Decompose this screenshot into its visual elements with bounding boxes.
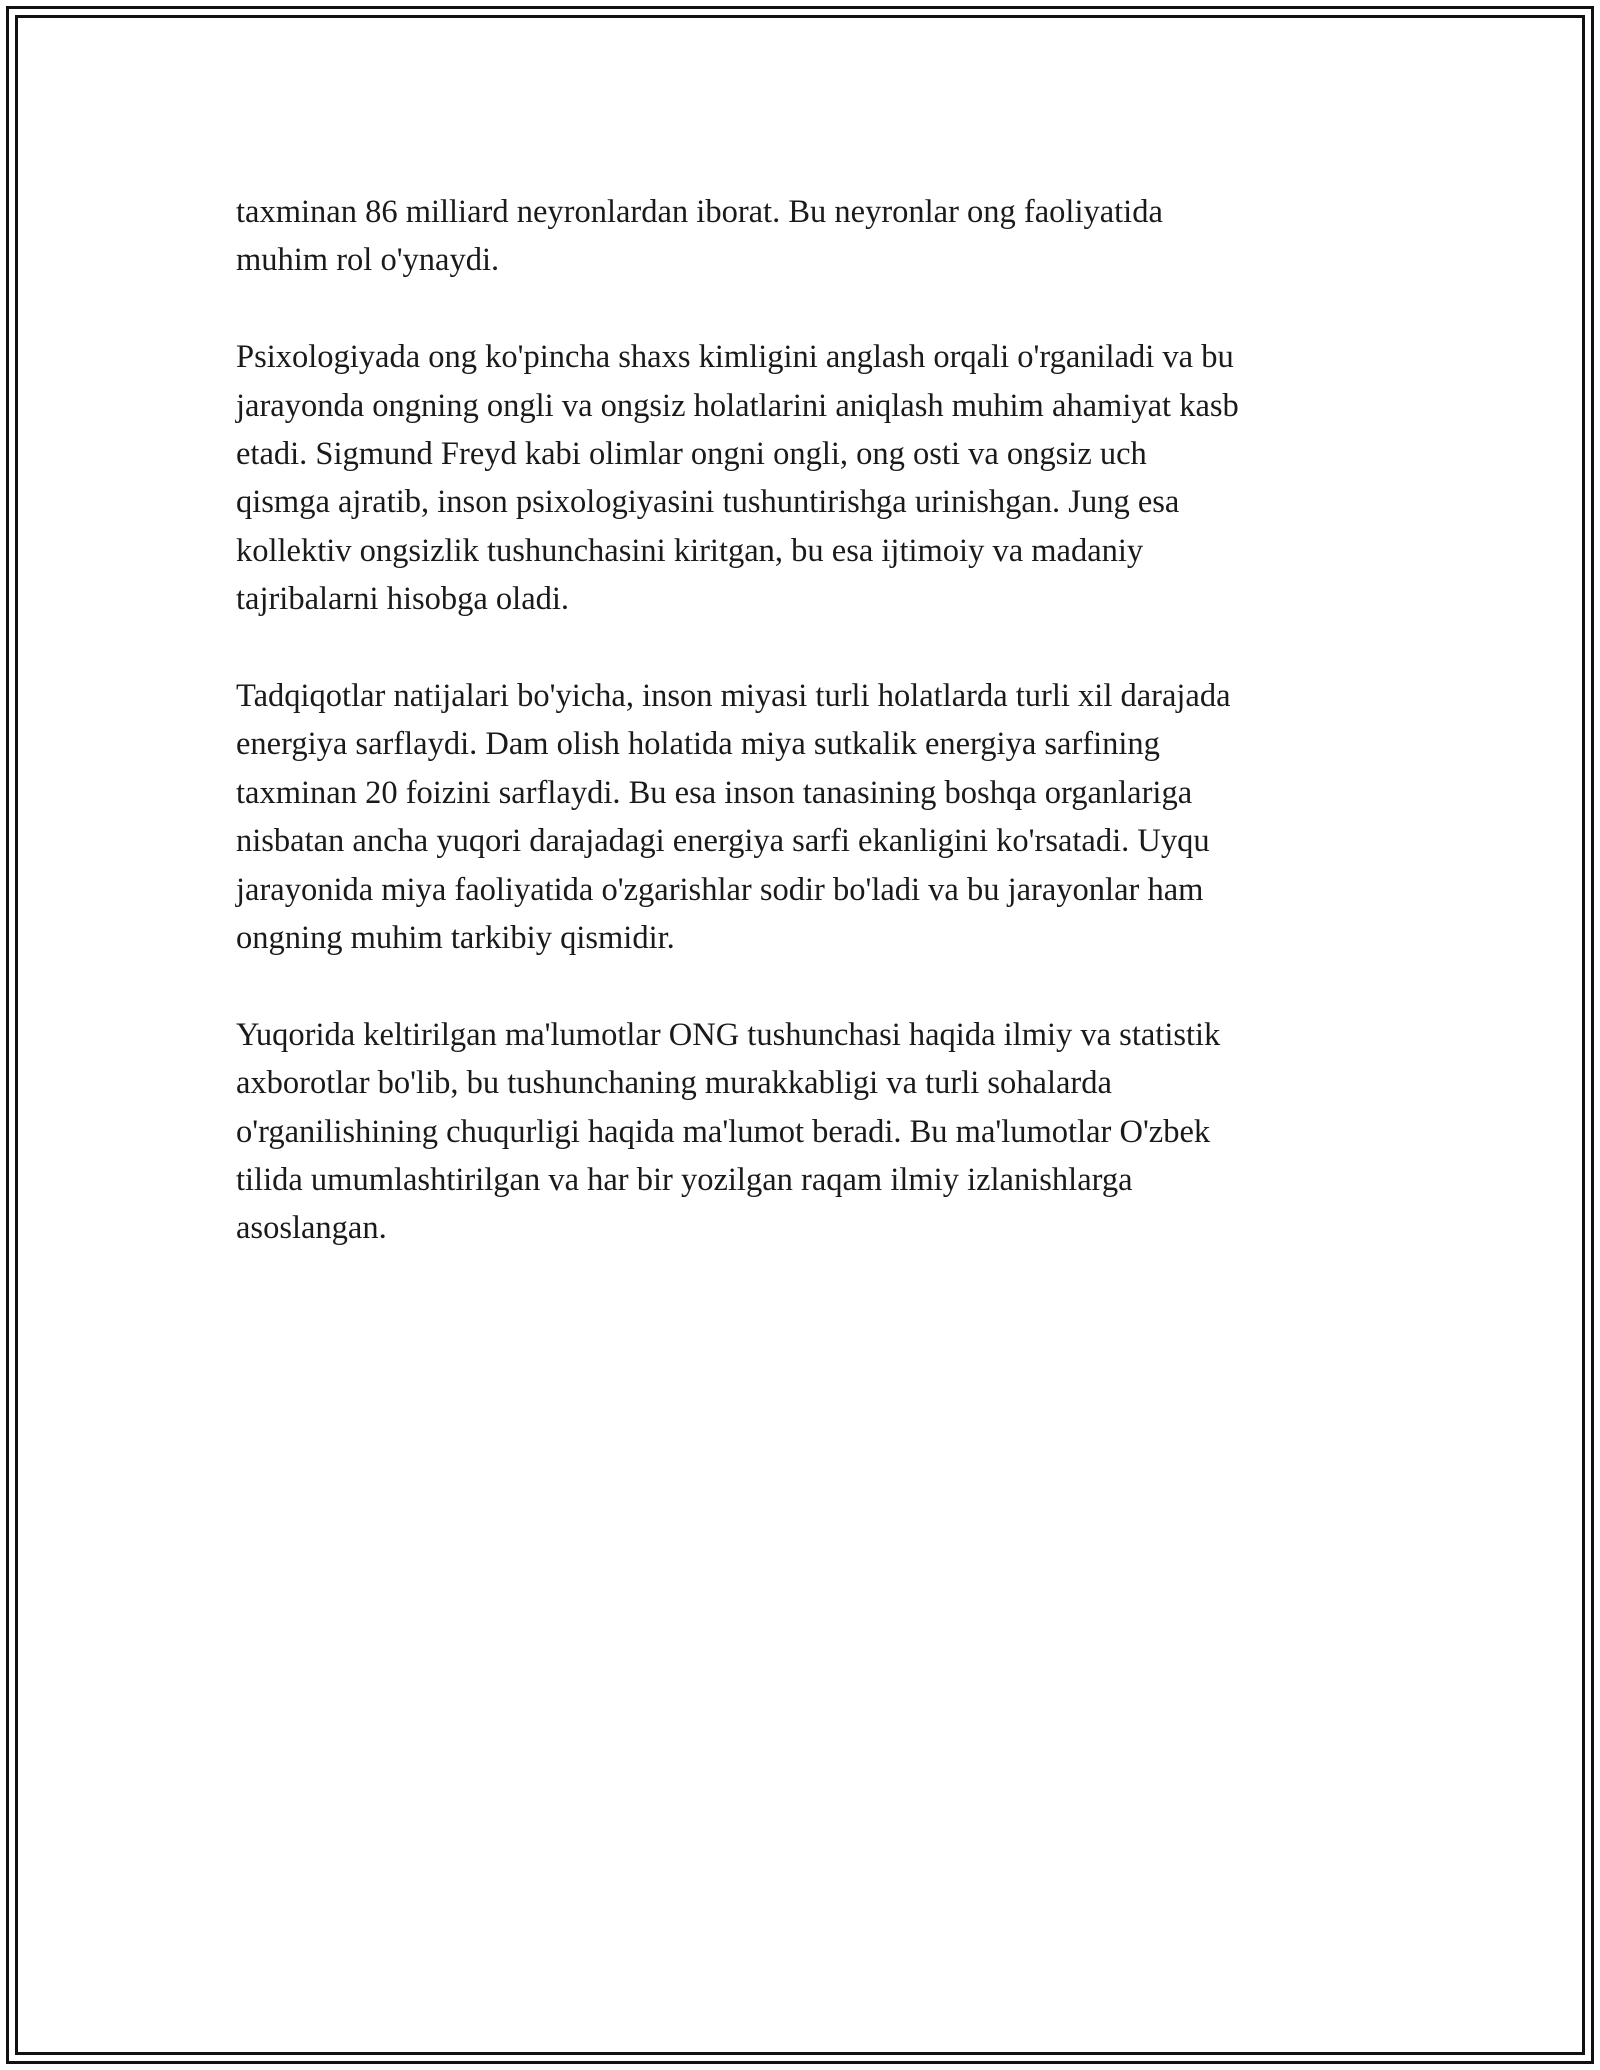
paragraph-neurons: taxminan 86 milliard neyronlardan iborat. Bu neyronlar ong faoliyatida muhim rol o'ynaydi. (236, 194, 1163, 279)
document-body (236, 188, 1386, 1253)
paragraph-conclusion: Yuqorida keltirilgan ma'lumotlar ONG tushunchasi haqida ilmiy va statistik axborotlar bo'lib, bu tushunchaning murakkabligi va turli sohalarda o'rganilishining chuqurligi haqida ma'lumot beradi. Bu ma'lumotlar O'zbek tilida umumlashtirilgan va har bir yozilgan raqam ilmiy izlanishlarga asoslangan. (236, 1016, 1221, 1247)
paragraph-energy: Tadqiqotlar natijalari bo'yicha, inson miyasi turli holatlarda turli xil darajada energiya sarflaydi. Dam olish holatida miya sutkalik energiya sarfining taxminan 20 foizini sarflaydi. Bu esa inson tanasining boshqa organlariga nisbatan ancha yuqori darajadagi energiya sarfi ekanligini ko'rsatadi. Uyqu jarayonida miya faoliyatida o'zgarishlar sodir bo'ladi va bu jarayonlar ham ongning muhim tarkibiy qismidir. (236, 678, 1231, 957)
paragraph-psychology: Psixologiyada ong ko'pincha shaxs kimligini anglash orqali o'rganiladi va bu jarayonda ongning ongli va ongsiz holatlarini aniqlash muhim ahamiyat kasb etadi. Sigmund Freyd kabi olimlar ongni ongli, ong osti va ongsiz uch qismga ajratib, inson psixologiyasini tushuntirishga urinishgan. Jung esa kollektiv ongsizlik tushunchasini kiritgan, bu esa ijtimoiy va madaniy tajribalarni hisobga oladi. (236, 339, 1239, 618)
